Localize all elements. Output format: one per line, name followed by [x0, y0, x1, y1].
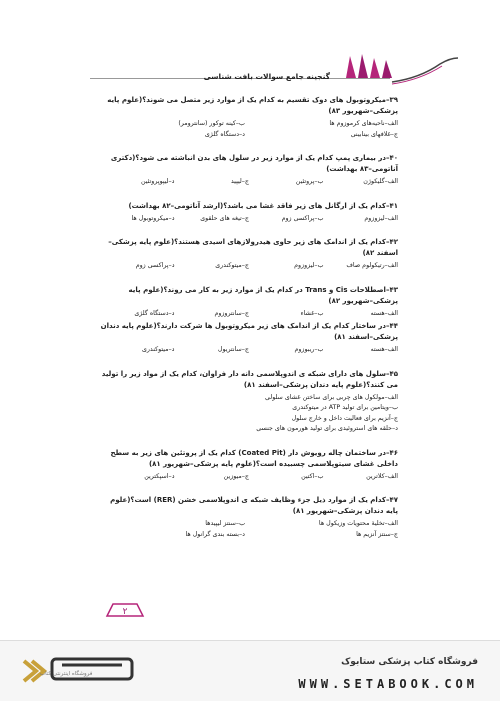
shop-name: فروشگاه کتاب پزشکی ستابوک — [341, 657, 478, 667]
question-text: ۴۶–در ساختمان چاله رویوش دار (Coated Pit) کدام یک از پروتئین های زیر به سطح داخلی غشای سیتوپلاسمی چسبیده است؟(علوم پایه پزشکی–شهریور ۸۱) — [110, 448, 398, 468]
option-b: ب–اکتین — [301, 472, 324, 480]
option-a: الف–تخلیۀ محتویات وزیکول ها — [318, 520, 398, 527]
question-40 — [100, 153, 398, 188]
option-a: الف–رتیکولوم صاف — [346, 262, 398, 269]
question-text: ۴۷–کدام یک از موارد ذیل جزء وظایف شبکه ی اندوپلاسمی خشن (RER) است؟(علوم پایه دندان پزشکی–شهریور ۸۱) — [110, 496, 398, 515]
option-d: د–لیپوپروتئین — [140, 178, 175, 185]
option-d: د–میکروتوبول ها — [131, 214, 175, 222]
option-b: ب–ریبوزوم — [294, 346, 324, 353]
option-c: ج–سنتز آنزیم ها — [356, 530, 398, 538]
footer-banner — [0, 640, 500, 701]
question-text: ۳۹–میکروتوبول های دوک تقسیم به کدام یک از موارد زیر متصل می شوند؟(علوم پایه پزشکی–شهریور ۸۳) — [107, 96, 398, 115]
question-text: ۴۲–کدام یک از اندامک های زیر حاوی هیدرولازهای اسیدی هستند؟(علوم پایه پزشکی–اسفند ۸۲) — [108, 238, 398, 257]
question-45 — [100, 369, 398, 435]
header-swoosh-icon — [390, 56, 460, 86]
question-text: ۴۴–در ساختار کدام یک از اندامک های زیر میکروتوبول ها شرکت دارند؟(علوم پایه دندان پزشکی–اسفند ۸۱) — [100, 322, 398, 341]
question-text: ۴۱–کدام یک از ارگانل های زیر فاقد غشا می باشد؟(ارشد آناتومی–۸۲ بهداشت) — [128, 201, 398, 210]
question-39 — [100, 95, 398, 140]
question-text: ۴۰–در بیماری پمپ کدام یک از موارد زیر در سلول های بدن انباشته می شود؟(دکتری آناتومی–۸۳ بهداشت) — [110, 154, 398, 173]
option-a: الف–گلیکوژن — [363, 178, 398, 185]
book-title: گنجینه جامع سوالات بافت شناسی — [203, 72, 330, 81]
option-c: ج–غلافهای بینابینی — [350, 130, 398, 138]
question-44 — [100, 321, 398, 356]
option-b: ب–پروتئین — [295, 178, 324, 185]
page-header — [90, 48, 460, 90]
option-d: د–دستگاه گلژی — [134, 309, 175, 317]
option-d: د–پراکسی زوم — [135, 262, 175, 269]
option-b: ب–پراکسی زوم — [281, 214, 324, 222]
option-c: ج–سانتریول — [217, 346, 249, 353]
question-43 — [100, 285, 398, 320]
option-a: الف–ناحیه‌های کرموزوم ها — [329, 120, 398, 127]
option-a: الف–کلاترین — [366, 472, 398, 480]
option-d: د–میتوکندری — [141, 346, 175, 353]
page-number — [105, 600, 145, 620]
option-a: الف–هسته — [370, 309, 398, 317]
option-d: د–دستگاه گلژی — [204, 130, 245, 138]
question-46 — [100, 448, 398, 483]
question-42 — [100, 237, 398, 272]
option-a: الف–مولکول های چربی برای ساختن غشای سلولی — [265, 393, 398, 401]
option-c: ج–آنزیم برای فعالیت داخل و خارج سلول — [291, 414, 398, 422]
option-b: ب–ویتامین برای تولید ATP در میتوکندری — [292, 404, 398, 411]
option-c: ج–سانتروزوم — [214, 309, 249, 317]
question-47 — [100, 495, 398, 540]
option-a: الف–هسته — [370, 346, 398, 353]
question-text: ۴۳–اصطلاحات Cis و Trans در کدام یک از موارد زیر به کار می روند؟(علوم پایه پزشکی–شهریور ۸۲) — [128, 285, 398, 305]
option-b: ب–کینه توکور (سانترومر) — [178, 120, 245, 127]
option-b: ب–غشاء — [300, 309, 324, 317]
option-d: د–اسپکترین — [144, 472, 175, 480]
option-b: ب–لیزوزوم — [294, 262, 324, 269]
question-text: ۴۵–سلول های دارای شبکه ی اندوپلاسمی دانه دار فراوان، کدام یک از مواد زیر را تولید می کنند؟(علوم پایه دندان پزشکی–اسفند ۸۱) — [101, 369, 398, 389]
shop-url[interactable]: WWW.SETABOOK.COM — [298, 677, 478, 691]
option-c: ج–تیغه های حلقوی — [200, 214, 249, 222]
option-c: ج–لیپید — [230, 178, 249, 185]
page-number-badge-icon — [105, 600, 145, 620]
page-number-text: ۲ — [122, 607, 128, 617]
questions-list — [100, 95, 398, 553]
option-d: د–حلقه های استروئیدی برای تولید هورمون های جنسی — [256, 425, 398, 432]
logo-caption: فروشگاه اینترنتی کتاب — [40, 671, 93, 677]
option-c: ج–میوزین — [223, 472, 249, 480]
question-41 — [100, 201, 398, 225]
option-a: الف–لیزوزوم — [364, 214, 398, 222]
option-c: ج–میتوکندری — [215, 262, 249, 269]
option-b: ب–سنتز لیپیدها — [205, 520, 245, 527]
option-d: د–بسته بندی گرانول ها — [185, 530, 245, 538]
